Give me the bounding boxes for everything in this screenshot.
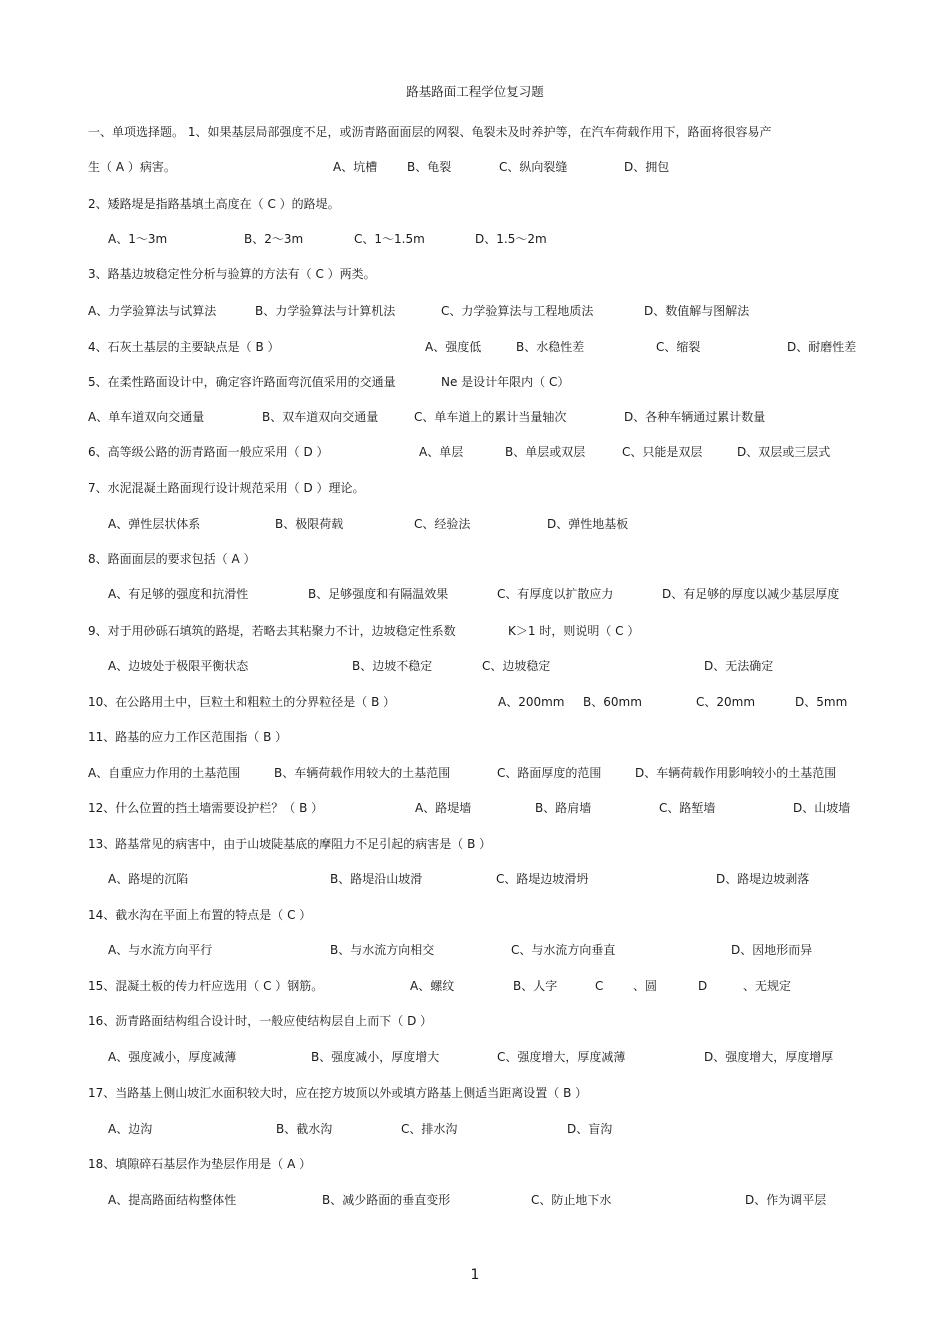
answer-option: B、边坡不稳定 [352, 659, 433, 673]
question-text: A、自重应力作用的土基范围 [88, 766, 241, 780]
answer-option: D、弹性地基板 [547, 517, 629, 531]
answer-option: D、有足够的厚度以减少基层厚度 [662, 587, 840, 601]
answer-option: C、力学验算法与工程地质法 [441, 304, 594, 318]
question-text: 4、石灰土基层的主要缺点是（ B ） [88, 340, 280, 354]
text-line [0, 1084, 950, 1102]
answer-option: A、螺纹 [410, 979, 455, 993]
text-line [0, 1120, 950, 1138]
text-line [0, 515, 950, 533]
answer-option: B、龟裂 [407, 160, 452, 174]
text-line [0, 657, 950, 675]
answer-option: B、单层或双层 [505, 445, 586, 459]
answer-option: C、20mm [696, 695, 756, 709]
answer-option: B、车辆荷载作用较大的土基范围 [274, 766, 451, 780]
answer-option: K＞1 时，则说明（ C ） [508, 624, 640, 638]
question-text: A、弹性层状体系 [108, 517, 201, 531]
text-line [0, 230, 950, 248]
question-text: 13、路基常见的病害中，由于山坡陡基底的摩阻力不足引起的病害是（ B ） [88, 837, 492, 851]
answer-option: A、坑槽 [333, 160, 378, 174]
answer-option: C、单车道上的累计当量轴次 [414, 410, 567, 424]
text-line [0, 158, 950, 176]
question-text: 9、对于用砂砾石填筑的路堤，若略去其粘聚力不计，边坡稳定性系数 [88, 624, 456, 638]
text-line [0, 799, 950, 817]
answer-option: B、减少路面的垂直变形 [322, 1193, 451, 1207]
text-line [0, 1191, 950, 1209]
answer-option: D、1.5～2m [475, 232, 547, 246]
question-text: 15、混凝土板的传力杆应选用（ C ）钢筋。 [88, 979, 324, 993]
text-line [0, 941, 950, 959]
answer-option: D、作为调平层 [745, 1193, 827, 1207]
answer-option: C、只能是双层 [622, 445, 703, 459]
text-line [0, 693, 950, 711]
question-text: 18、填隙碎石基层作为垫层作用是（ A ） [88, 1157, 312, 1171]
answer-option: D、拥包 [624, 160, 670, 174]
text-line [0, 585, 950, 603]
text-line [0, 1155, 950, 1173]
question-text: A、1～3m [108, 232, 168, 246]
answer-option: D、双层或三层式 [737, 445, 831, 459]
answer-option: A、强度低 [425, 340, 482, 354]
answer-option: C、路堤边坡滑坍 [496, 872, 589, 886]
question-text: 11、路基的应力工作区范围指（ B ） [88, 730, 288, 744]
answer-option: D、山坡墙 [793, 801, 851, 815]
answer-option: C、防止地下水 [531, 1193, 612, 1207]
answer-option: Ne 是设计年限内（ C） [441, 375, 570, 389]
page-number: 1 [470, 1267, 480, 1283]
answer-option: C、1～1.5m [354, 232, 425, 246]
answer-option: C、排水沟 [401, 1122, 458, 1136]
answer-option: A、200mm [498, 695, 565, 709]
answer-option: D、数值解与图解法 [644, 304, 750, 318]
answer-option: B、人字 [513, 979, 558, 993]
text-line [0, 906, 950, 924]
question-text: 12、什么位置的挡土墙需要设护栏？（ B ） [88, 801, 324, 815]
answer-option: B、双车道双向交通量 [262, 410, 379, 424]
question-text: 7、水泥混凝土路面现行设计规范采用（ D ）理论。 [88, 481, 365, 495]
answer-option: 、无规定 [743, 979, 792, 993]
answer-option: D、盲沟 [567, 1122, 613, 1136]
text-line [0, 622, 950, 640]
question-text: A、路堤的沉陷 [108, 872, 189, 886]
question-text: A、与水流方向平行 [108, 943, 213, 957]
answer-option: C、缩裂 [656, 340, 701, 354]
text-line [0, 550, 950, 568]
text-line [0, 408, 950, 426]
question-text: A、强度减小，厚度减薄 [108, 1050, 237, 1064]
answer-option: C、与水流方向垂直 [511, 943, 616, 957]
text-line [0, 302, 950, 320]
question-text: A、有足够的强度和抗滑性 [108, 587, 249, 601]
question-text: A、提高路面结构整体性 [108, 1193, 237, 1207]
answer-option: C、经验法 [414, 517, 471, 531]
answer-option: C [595, 979, 604, 993]
answer-option: C、纵向裂缝 [499, 160, 568, 174]
text-line [0, 123, 950, 141]
text-line [0, 338, 950, 356]
answer-option: D、路堤边坡剥落 [716, 872, 810, 886]
answer-option: 、圆 [633, 979, 658, 993]
text-line [0, 195, 950, 213]
question-text: A、边沟 [108, 1122, 153, 1136]
question-text: 一、单项选择题。 1、如果基层局部强度不足，或沥青路面面层的网裂、龟裂未及时养护等，在汽车荷载作用下，路面将很容易产 [88, 125, 772, 139]
answer-option: B、路堤沿山坡滑 [330, 872, 423, 886]
text-line [0, 728, 950, 746]
answer-option: C、路堑墙 [659, 801, 716, 815]
answer-option: D、各种车辆通过累计数量 [624, 410, 766, 424]
answer-option: B、2～3m [244, 232, 304, 246]
question-text: 16、沥青路面结构组合设计时，一般应使结构层自上而下（ D ） [88, 1014, 433, 1028]
answer-option: A、单层 [419, 445, 464, 459]
answer-option: B、60mm [583, 695, 642, 709]
answer-option: C、有厚度以扩散应力 [497, 587, 614, 601]
answer-option: D [698, 979, 708, 993]
answer-option: B、截水沟 [276, 1122, 333, 1136]
answer-option: D、5mm [795, 695, 848, 709]
text-line [0, 443, 950, 461]
question-text: A、边坡处于极限平衡状态 [108, 659, 249, 673]
question-text: 2、矮路堤是指路基填土高度在（ C ）的路堤。 [88, 197, 340, 211]
question-text: 6、高等级公路的沥青路面一般应采用（ D ） [88, 445, 329, 459]
answer-option: B、水稳性差 [516, 340, 585, 354]
question-text: A、单车道双向交通量 [88, 410, 205, 424]
answer-option: B、路肩墙 [535, 801, 592, 815]
document-title: 路基路面工程学位复习题 [406, 84, 544, 99]
question-text: 5、在柔性路面设计中，确定容许路面弯沉值采用的交通量 [88, 375, 396, 389]
answer-option: D、车辆荷载作用影响较小的土基范围 [635, 766, 837, 780]
question-text: 10、在公路用土中，巨粒土和粗粒土的分界粒径是（ B ） [88, 695, 396, 709]
answer-option: B、足够强度和有隔温效果 [308, 587, 449, 601]
text-line [0, 373, 950, 391]
text-line [0, 764, 950, 782]
text-line [0, 265, 950, 283]
answer-option: D、强度增大，厚度增厚 [704, 1050, 834, 1064]
answer-option: B、极限荷载 [275, 517, 344, 531]
text-line [0, 977, 950, 995]
answer-option: B、强度减小，厚度增大 [311, 1050, 440, 1064]
question-text: 生（ A ）病害。 [88, 160, 176, 174]
answer-option: C、边坡稳定 [482, 659, 551, 673]
answer-option: C、强度增大，厚度减薄 [497, 1050, 626, 1064]
answer-option: A、路堤墙 [415, 801, 472, 815]
text-line [0, 1048, 950, 1066]
text-line [0, 870, 950, 888]
question-text: 17、当路基上侧山坡汇水面积较大时，应在挖方坡顶以外或填方路基上侧适当距离设置（ B ） [88, 1086, 588, 1100]
text-line [0, 835, 950, 853]
text-line [0, 479, 950, 497]
answer-option: B、与水流方向相交 [330, 943, 435, 957]
answer-option: D、无法确定 [704, 659, 774, 673]
question-text: 14、截水沟在平面上布置的特点是（ C ） [88, 908, 312, 922]
answer-option: D、耐磨性差 [787, 340, 857, 354]
question-text: 3、路基边坡稳定性分析与验算的方法有（ C ）两类。 [88, 267, 376, 281]
text-line [0, 1012, 950, 1030]
question-text: A、力学验算法与试算法 [88, 304, 217, 318]
question-text: 8、路面面层的要求包括（ A ） [88, 552, 256, 566]
answer-option: B、力学验算法与计算机法 [255, 304, 396, 318]
answer-option: D、因地形而异 [731, 943, 813, 957]
answer-option: C、路面厚度的范围 [497, 766, 602, 780]
